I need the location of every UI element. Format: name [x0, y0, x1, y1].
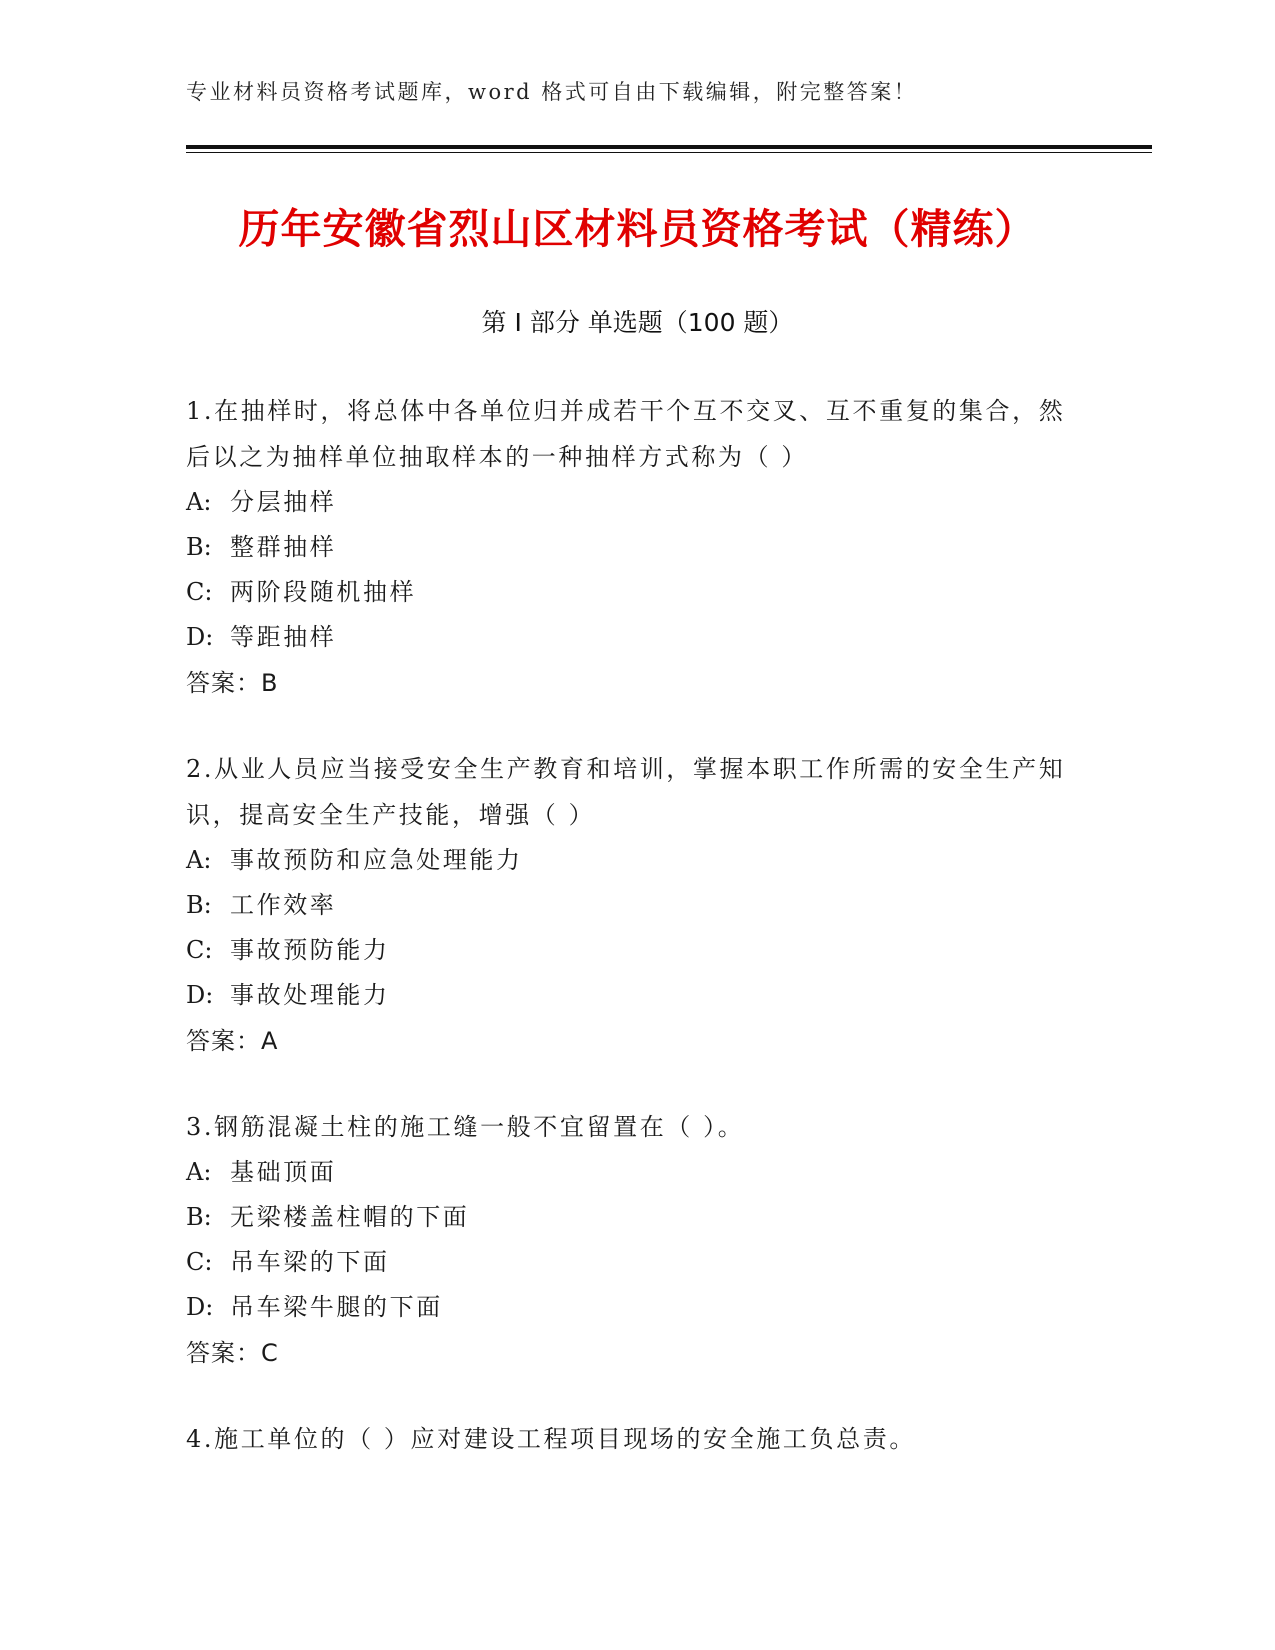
- option-text: 等距抽样: [230, 623, 337, 651]
- option-text: 两阶段随机抽样: [230, 578, 417, 606]
- option-letter: D:: [186, 623, 214, 651]
- option-a: [186, 838, 1066, 883]
- option-letter: B:: [186, 891, 212, 919]
- option-text: 工作效率: [230, 891, 337, 919]
- question-item: [186, 746, 1066, 1064]
- header-divider-thick: [186, 145, 1152, 149]
- header-divider-thin: [186, 152, 1152, 153]
- option-letter: C:: [186, 936, 213, 964]
- option-text: 吊车梁牛腿的下面: [230, 1293, 443, 1321]
- section-title: 第 I 部分 单选题（100 题）: [481, 308, 794, 337]
- document-title: 历年安徽省烈山区材料员资格考试（精练）: [238, 205, 1037, 253]
- option-text: 事故预防和应急处理能力: [230, 846, 523, 874]
- option-letter: A:: [186, 488, 212, 516]
- answer-line: 答案：B: [186, 669, 279, 697]
- option-text: 事故预防能力: [230, 936, 390, 964]
- question-stem: 2.从业人员应当接受安全生产教育和培训，掌握本职工作所需的安全生产知识，提高安全生产技能，增强（ ）: [186, 755, 1066, 829]
- question-item: [186, 1416, 1066, 1462]
- option-c: [186, 570, 1066, 615]
- option-b: [186, 1195, 1066, 1240]
- option-text: 分层抽样: [230, 488, 337, 516]
- option-a: [186, 480, 1066, 525]
- option-letter: A:: [186, 846, 212, 874]
- question-stem: 4.施工单位的（ ）应对建设工程项目现场的安全施工负总责。: [186, 1425, 916, 1453]
- option-letter: C:: [186, 1248, 213, 1276]
- answer-line: 答案：A: [186, 1027, 279, 1055]
- header-note: 专业材料员资格考试题库，word 格式可自由下载编辑，附完整答案！: [186, 80, 918, 104]
- option-letter: D:: [186, 981, 214, 1009]
- option-c: [186, 1240, 1066, 1285]
- answer-line: 答案：C: [186, 1339, 279, 1367]
- option-b: [186, 525, 1066, 570]
- option-text: 整群抽样: [230, 533, 337, 561]
- option-letter: B:: [186, 1203, 212, 1231]
- option-text: 基础顶面: [230, 1158, 337, 1186]
- option-letter: C:: [186, 578, 213, 606]
- question-item: [186, 388, 1066, 706]
- option-b: [186, 883, 1066, 928]
- option-c: [186, 928, 1066, 973]
- option-d: [186, 615, 1066, 660]
- option-d: [186, 1285, 1066, 1330]
- question-stem: 3.钢筋混凝土柱的施工缝一般不宜留置在（ ）。: [186, 1113, 745, 1141]
- option-a: [186, 1150, 1066, 1195]
- question-stem: 1.在抽样时，将总体中各单位归并成若干个互不交叉、互不重复的集合，然后以之为抽样单位抽取样本的一种抽样方式称为（ ）: [186, 397, 1066, 471]
- question-item: [186, 1104, 1066, 1376]
- option-text: 吊车梁的下面: [230, 1248, 390, 1276]
- option-text: 事故处理能力: [230, 981, 390, 1009]
- question-list: [186, 388, 1066, 1502]
- option-d: [186, 973, 1066, 1018]
- option-text: 无梁楼盖柱帽的下面: [230, 1203, 470, 1231]
- option-letter: A:: [186, 1158, 212, 1186]
- option-letter: B:: [186, 533, 212, 561]
- option-letter: D:: [186, 1293, 214, 1321]
